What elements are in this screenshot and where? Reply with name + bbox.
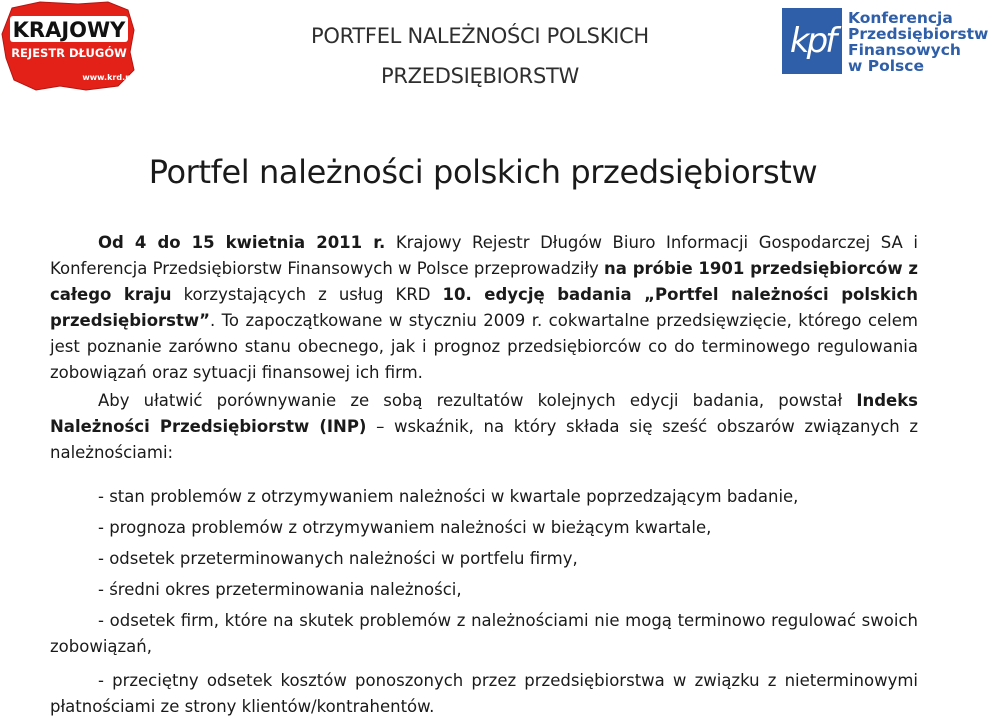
paragraph-intro	[50, 230, 918, 386]
bullet-list	[50, 484, 918, 720]
kpf-logo-line: w Polsce	[848, 57, 924, 75]
text-bold: Od 4 do 15 kwietnia 2011 r.	[98, 233, 386, 252]
text-run: Aby ułatwić porównywanie ze sobą rezultatów kolejnych edycji badania, powstał	[98, 391, 857, 410]
text-run: Krajowy Rejestr Długów Biuro Informacji Gospodarczej SA i Konferencja Przedsiębiorstw Finansowych w Polsce przeprowadziły	[50, 233, 918, 278]
paragraph-index	[50, 388, 918, 466]
document-body	[50, 230, 918, 725]
text-run: korzystających z usług KRD	[171, 285, 443, 304]
text-run: – wskaźnik, na który składa się sześć obszarów związanych z należnościami:	[50, 417, 918, 462]
list-item: - prognoza problemów z otrzymywaniem należności w bieżącym kwartale,	[98, 518, 712, 537]
kpf-logo-line: Finansowych	[848, 41, 961, 59]
list-item: - odsetek firm, które na skutek problemów z należnościami nie mogą terminowo regulować swoich zobowiązań,	[50, 611, 918, 656]
krd-logo-graphic	[0, 0, 140, 92]
krd-logo-line1: KRAJOWY	[12, 18, 126, 42]
kpf-logo	[782, 8, 988, 80]
list-item: - średni okres przeterminowania należności,	[98, 580, 462, 599]
header-line-2: PRZEDSIĘBIORSTW	[380, 64, 579, 88]
krd-logo-line2: REJESTR DŁUGÓW	[11, 46, 127, 60]
kpf-logo-line: Konferencja	[848, 9, 953, 27]
header-line-1: PORTFEL NALEŻNOŚCI POLSKICH	[311, 24, 649, 48]
text-run: . To zapoczątkowane w styczniu 2009 r. cokwartalne przedsięwzięcie, którego celem jest poznanie zarówno stanu obecnego, jak i prognoz przedsiębiorców co do terminowego regulowania zobowiązań oraz sytuacji finansowej ich firm.	[50, 311, 918, 382]
list-item: - stan problemów z otrzymywaniem należności w kwartale poprzedzającym badanie,	[98, 487, 799, 506]
kpf-logo-mark: kpf	[782, 8, 842, 74]
krd-logo	[0, 0, 140, 92]
text-bold: 10. edycję badania „Portfel należności polskich przedsiębiorstw”	[50, 285, 918, 330]
list-item: - przeciętny odsetek kosztów ponoszonych przez przedsiębiorstwa w związku z nieterminowymi płatnościami ze strony klientów/kontrahentów.	[50, 671, 918, 716]
page-title: Portfel należności polskich przedsiębiorstw	[148, 153, 818, 191]
kpf-logo-text	[848, 10, 988, 74]
krd-logo-url: www.krd.pl	[82, 73, 134, 82]
list-item: - odsetek przeterminowanych należności w portfelu firmy,	[98, 549, 578, 568]
kpf-logo-line: Przedsiębiorstw	[848, 25, 988, 43]
text-bold: na próbie 1901 przedsiębiorców z całego kraju	[50, 259, 918, 304]
text-bold: Indeks Należności Przedsiębiorstw (INP)	[50, 391, 918, 436]
